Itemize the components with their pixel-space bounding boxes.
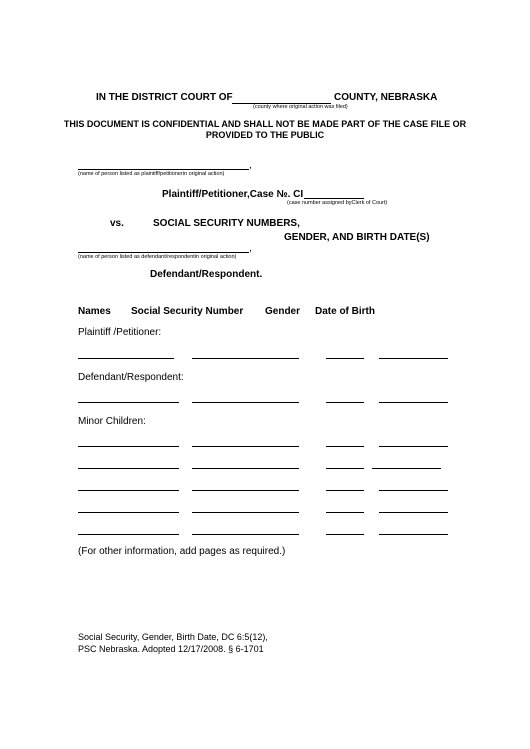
section-plaintiff-label: Plaintiff /Petitioner:	[78, 327, 162, 338]
child2-ssn-field[interactable]	[192, 468, 299, 469]
child3-name-field[interactable]	[78, 490, 179, 491]
child3-ssn-field[interactable]	[192, 490, 299, 491]
form-title-line1: SOCIAL SECURITY NUMBERS,	[153, 218, 300, 229]
case-number-blank[interactable]	[304, 198, 364, 199]
header-date-of-birth: Date of Birth	[315, 306, 375, 317]
defendant-gender-field[interactable]	[326, 402, 364, 403]
section-defendant-label: Defendant/Respondent:	[78, 372, 184, 383]
plaintiff-name-blank[interactable]	[78, 169, 249, 170]
child2-dob-field[interactable]	[372, 468, 441, 469]
form-citation-line2: PSC Nebraska. Adopted 12/17/2008. § 6-1701	[78, 644, 264, 654]
header-ssn: Social Security Number	[131, 306, 244, 317]
defendant-ssn-field[interactable]	[192, 402, 299, 403]
child4-name-field[interactable]	[78, 512, 179, 513]
child5-dob-field[interactable]	[379, 534, 448, 535]
child1-gender-field[interactable]	[326, 446, 364, 447]
child4-gender-field[interactable]	[326, 512, 364, 513]
child1-name-field[interactable]	[78, 446, 179, 447]
header-gender: Gender	[265, 306, 301, 317]
confidential-notice-line2: PROVIDED TO THE PUBLIC	[205, 130, 325, 140]
court-suffix: COUNTY, NEBRASKA	[334, 92, 438, 103]
plaintiff-name-field[interactable]	[78, 358, 174, 359]
plaintiff-ssn-field[interactable]	[192, 358, 299, 359]
defendant-name-field[interactable]	[78, 402, 179, 403]
child5-gender-field[interactable]	[326, 534, 364, 535]
defendant-comma: ,	[249, 243, 252, 254]
court-prefix: IN THE DISTRICT COURT OF	[96, 92, 233, 103]
form-title-line2: GENDER, AND BIRTH DATE(S)	[284, 232, 430, 243]
form-citation-line1: Social Security, Gender, Birth Date, DC 6:5(12),	[78, 632, 268, 642]
defendant-name-blank[interactable]	[78, 252, 249, 253]
child1-ssn-field[interactable]	[192, 446, 299, 447]
plaintiff-name-hint: (name of person listed as plaintiff/petitionerin original action)	[78, 171, 225, 177]
header-names: Names	[78, 306, 111, 317]
child1-dob-field[interactable]	[379, 446, 448, 447]
county-hint: (county where original action was filed)	[253, 104, 348, 110]
child3-dob-field[interactable]	[379, 490, 448, 491]
plaintiff-gender-field[interactable]	[326, 358, 364, 359]
child2-gender-field[interactable]	[326, 468, 364, 469]
child4-dob-field[interactable]	[379, 512, 448, 513]
child2-name-field[interactable]	[78, 468, 179, 469]
plaintiff-comma: ,	[249, 160, 252, 171]
child5-ssn-field[interactable]	[192, 534, 299, 535]
child3-gender-field[interactable]	[326, 490, 364, 491]
child5-name-field[interactable]	[78, 534, 179, 535]
child4-ssn-field[interactable]	[192, 512, 299, 513]
plaintiff-role-case-label: Plaintiff/Petitioner,Case №. CI	[162, 189, 304, 200]
plaintiff-dob-field[interactable]	[379, 358, 448, 359]
confidential-notice-line1: THIS DOCUMENT IS CONFIDENTIAL AND SHALL NOT BE MADE PART OF THE CASE FILE OR	[63, 119, 467, 129]
defendant-name-hint: (name of person listed as defendant/respondentin original action)	[78, 254, 237, 260]
defendant-dob-field[interactable]	[379, 402, 448, 403]
defendant-role-label: Defendant/Respondent.	[150, 269, 263, 280]
additional-pages-note: (For other information, add pages as required.)	[78, 546, 286, 557]
section-children-label: Minor Children:	[78, 416, 146, 427]
versus-label: vs.	[110, 218, 124, 229]
case-number-hint: (case number assigned byClerk of Court)	[287, 200, 388, 206]
